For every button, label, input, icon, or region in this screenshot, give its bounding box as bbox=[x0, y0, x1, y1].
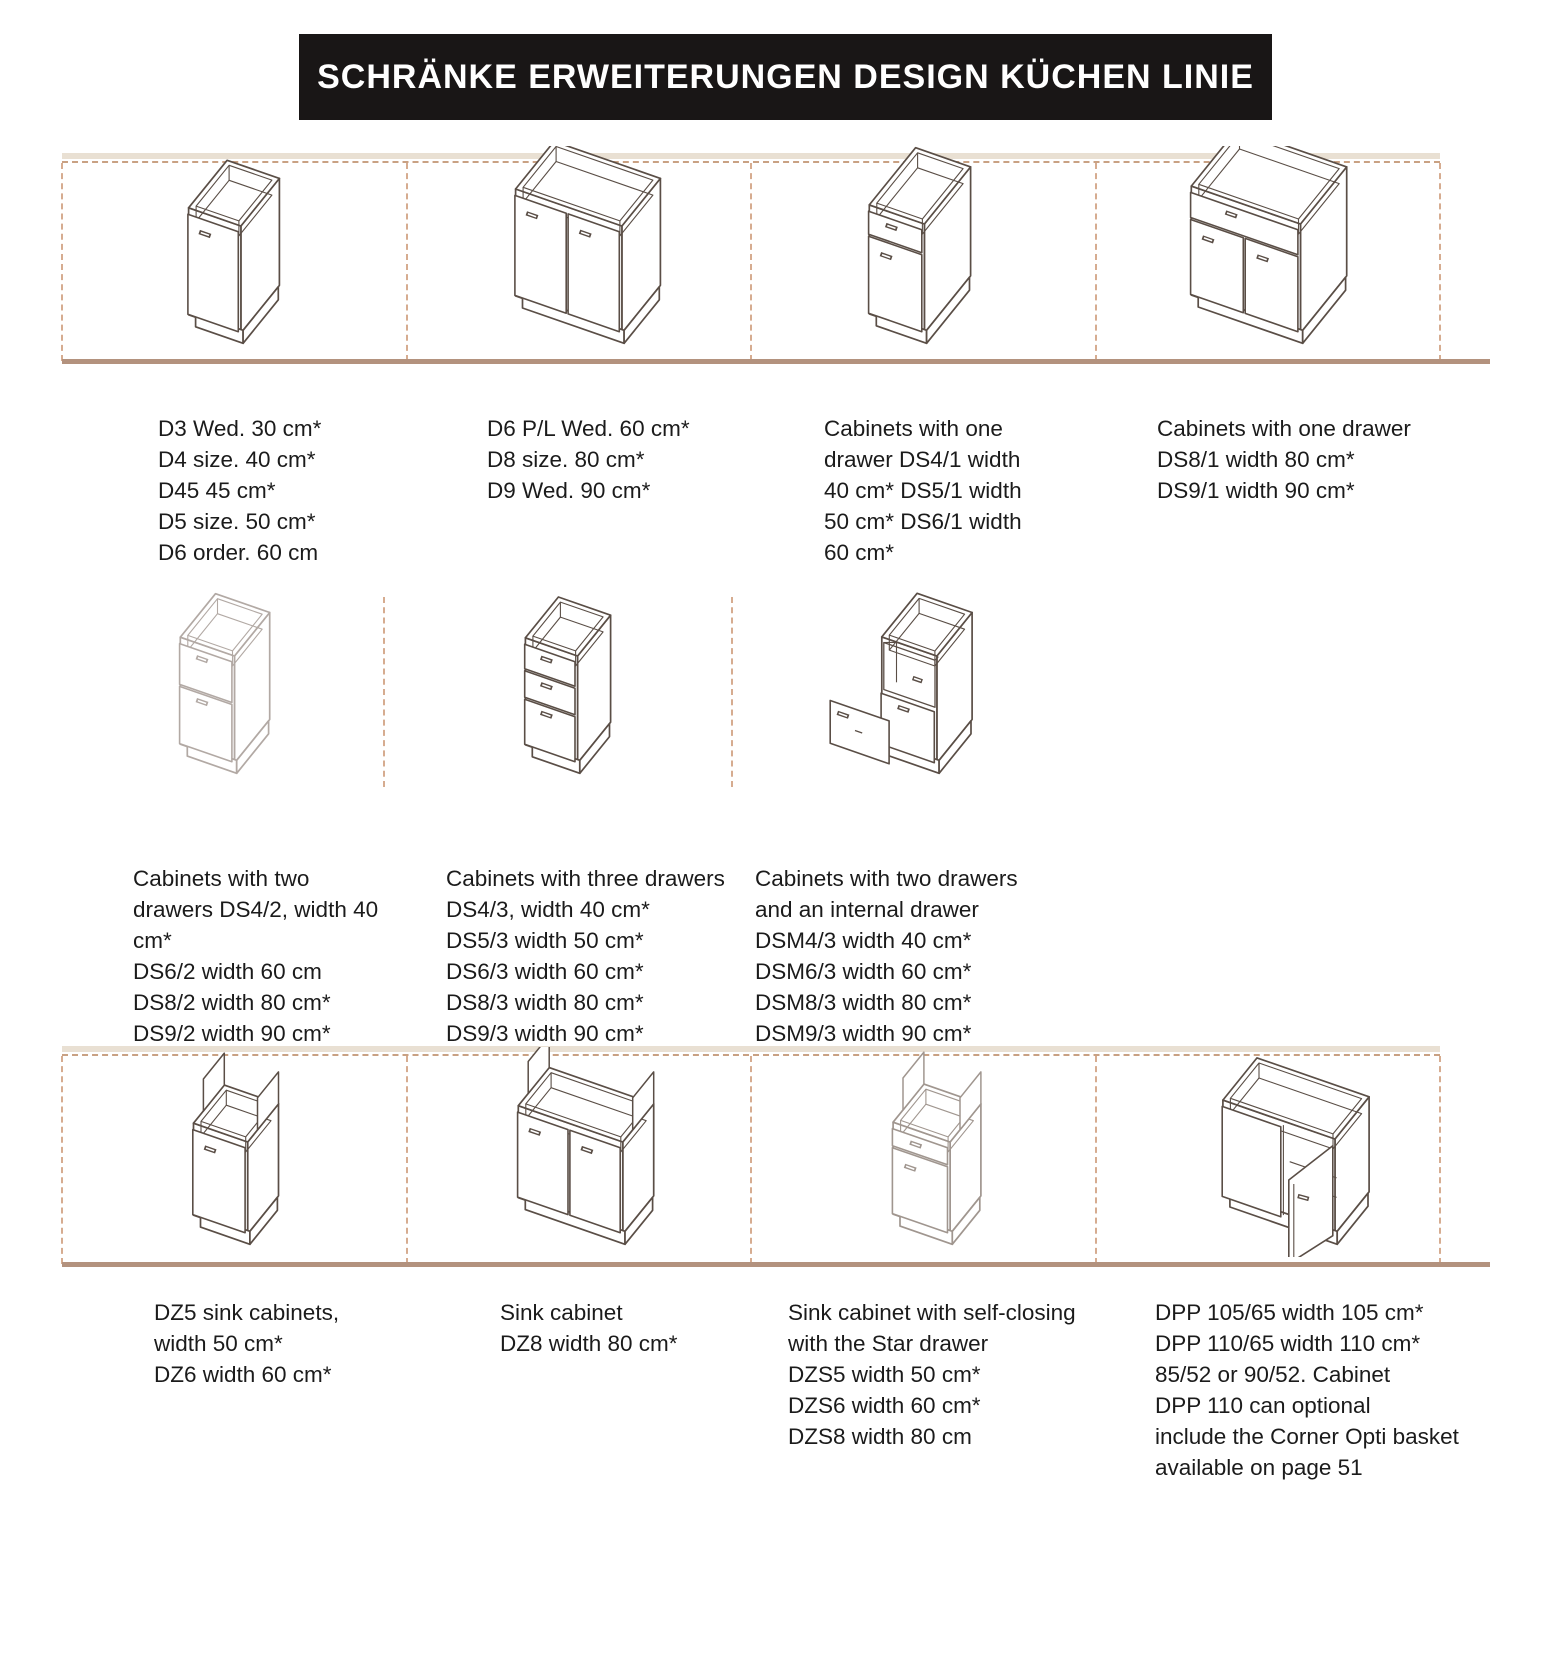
section-bottom-rule bbox=[62, 359, 1490, 364]
page-title: SCHRÄNKE ERWEITERUNGEN DESIGN KÜCHEN LINIE bbox=[317, 57, 1254, 96]
cabinet-caption bbox=[1155, 1297, 1459, 1483]
grid-divider bbox=[750, 1056, 752, 1264]
caption-line: D9 Wed. 90 cm* bbox=[487, 478, 651, 503]
caption-line: DS5/3 width 50 cm* bbox=[446, 928, 644, 953]
cabinet-caption bbox=[158, 413, 321, 568]
caption-line: Cabinets with two drawers bbox=[755, 866, 1018, 891]
caption-line: D5 size. 50 cm* bbox=[158, 509, 316, 534]
caption-line: Cabinets with three drawers bbox=[446, 866, 725, 891]
caption-line: DZS8 width 80 cm bbox=[788, 1424, 972, 1449]
caption-line: 40 cm* DS5/1 width bbox=[824, 478, 1022, 503]
cabinet-caption bbox=[487, 413, 690, 506]
grid-divider bbox=[61, 163, 63, 361]
caption-line: Sink cabinet with self-closing bbox=[788, 1300, 1076, 1325]
caption-line: width 50 cm* bbox=[154, 1331, 283, 1356]
caption-line: DZ5 sink cabinets, bbox=[154, 1300, 340, 1325]
grid-divider bbox=[1439, 163, 1441, 361]
caption-line: DS4/3, width 40 cm* bbox=[446, 897, 650, 922]
caption-line: DPP 110 can optional bbox=[1155, 1393, 1371, 1418]
cabinet-illustration-base-cabinet-two-drawers-internal-drawer bbox=[749, 576, 1069, 786]
caption-line: DPP 105/65 width 105 cm* bbox=[1155, 1300, 1424, 1325]
caption-line: DSM6/3 width 60 cm* bbox=[755, 959, 972, 984]
caption-line: available on page 51 bbox=[1155, 1455, 1363, 1480]
cabinet-caption bbox=[133, 863, 378, 1049]
caption-line: DZ6 width 60 cm* bbox=[154, 1362, 332, 1387]
cabinet-caption bbox=[500, 1297, 678, 1359]
cabinet-illustration-base-cabinet-single-door bbox=[74, 146, 394, 356]
caption-line: DS8/3 width 80 cm* bbox=[446, 990, 644, 1015]
cabinet-caption bbox=[824, 413, 1022, 568]
caption-line: D6 P/L Wed. 60 cm* bbox=[487, 416, 690, 441]
cabinet-illustration-base-cabinet-two-drawers bbox=[65, 576, 385, 786]
grid-divider bbox=[406, 1056, 408, 1264]
caption-line: DS9/2 width 90 cm* bbox=[133, 1021, 331, 1046]
caption-line: DSM9/3 width 90 cm* bbox=[755, 1021, 972, 1046]
cabinet-caption bbox=[788, 1297, 1076, 1452]
cabinet-illustration-corner-cabinet-open-door bbox=[1122, 1047, 1442, 1257]
grid-divider bbox=[61, 1056, 63, 1264]
title-bar bbox=[299, 34, 1272, 120]
caption-line: D4 size. 40 cm* bbox=[158, 447, 316, 472]
caption-line: DZ8 width 80 cm* bbox=[500, 1331, 678, 1356]
cabinet-caption bbox=[446, 863, 725, 1049]
caption-line: DS9/3 width 90 cm* bbox=[446, 1021, 644, 1046]
caption-line: DZS6 width 60 cm* bbox=[788, 1393, 981, 1418]
caption-line: DSM8/3 width 80 cm* bbox=[755, 990, 972, 1015]
cabinet-illustration-base-cabinet-three-drawers bbox=[408, 576, 728, 786]
caption-line: D3 Wed. 30 cm* bbox=[158, 416, 322, 441]
grid-divider bbox=[731, 597, 733, 787]
caption-line: 50 cm* DS6/1 width bbox=[824, 509, 1022, 534]
grid-divider bbox=[406, 163, 408, 361]
caption-line: DS6/3 width 60 cm* bbox=[446, 959, 644, 984]
caption-line: 85/52 or 90/52. Cabinet bbox=[1155, 1362, 1391, 1387]
grid-divider bbox=[1095, 163, 1097, 361]
caption-line: Cabinets with one drawer bbox=[1157, 416, 1411, 441]
caption-line: D6 order. 60 cm bbox=[158, 540, 319, 565]
caption-line: D45 45 cm* bbox=[158, 478, 276, 503]
cabinet-caption bbox=[154, 1297, 339, 1390]
grid-divider bbox=[750, 163, 752, 361]
caption-line: DZS5 width 50 cm* bbox=[788, 1362, 981, 1387]
caption-line: Cabinets with one bbox=[824, 416, 1003, 441]
caption-line: DS8/2 width 80 cm* bbox=[133, 990, 331, 1015]
caption-line: DS6/2 width 60 cm bbox=[133, 959, 322, 984]
caption-line: drawers DS4/2, width 40 bbox=[133, 897, 379, 922]
cabinet-caption bbox=[1157, 413, 1411, 506]
caption-line: and an internal drawer bbox=[755, 897, 979, 922]
cabinet-illustration-sink-cabinet-single-door bbox=[76, 1047, 396, 1257]
caption-line: cm* bbox=[133, 928, 172, 953]
cabinet-illustration-sink-cabinet-double-door bbox=[426, 1047, 746, 1257]
caption-line: DPP 110/65 width 110 cm* bbox=[1155, 1331, 1421, 1356]
cabinet-illustration-base-cabinet-one-drawer-two-doors bbox=[1109, 146, 1429, 356]
caption-line: Cabinets with two bbox=[133, 866, 310, 891]
caption-line: 60 cm* bbox=[824, 540, 895, 565]
caption-line: DS8/1 width 80 cm* bbox=[1157, 447, 1355, 472]
caption-line: DSM4/3 width 40 cm* bbox=[755, 928, 972, 953]
cabinet-illustration-base-cabinet-double-door bbox=[428, 146, 748, 356]
cabinet-illustration-sink-cabinet-star-drawer bbox=[777, 1047, 1097, 1257]
caption-line: D8 size. 80 cm* bbox=[487, 447, 645, 472]
section-bottom-rule bbox=[62, 1262, 1490, 1267]
caption-line: Sink cabinet bbox=[500, 1300, 623, 1325]
cabinet-illustration-base-cabinet-one-drawer-one-door bbox=[760, 146, 1080, 356]
cabinet-caption bbox=[755, 863, 1018, 1049]
caption-line: drawer DS4/1 width bbox=[824, 447, 1021, 472]
caption-line: with the Star drawer bbox=[788, 1331, 989, 1356]
caption-line: include the Corner Opti basket bbox=[1155, 1424, 1459, 1449]
caption-line: DS9/1 width 90 cm* bbox=[1157, 478, 1355, 503]
